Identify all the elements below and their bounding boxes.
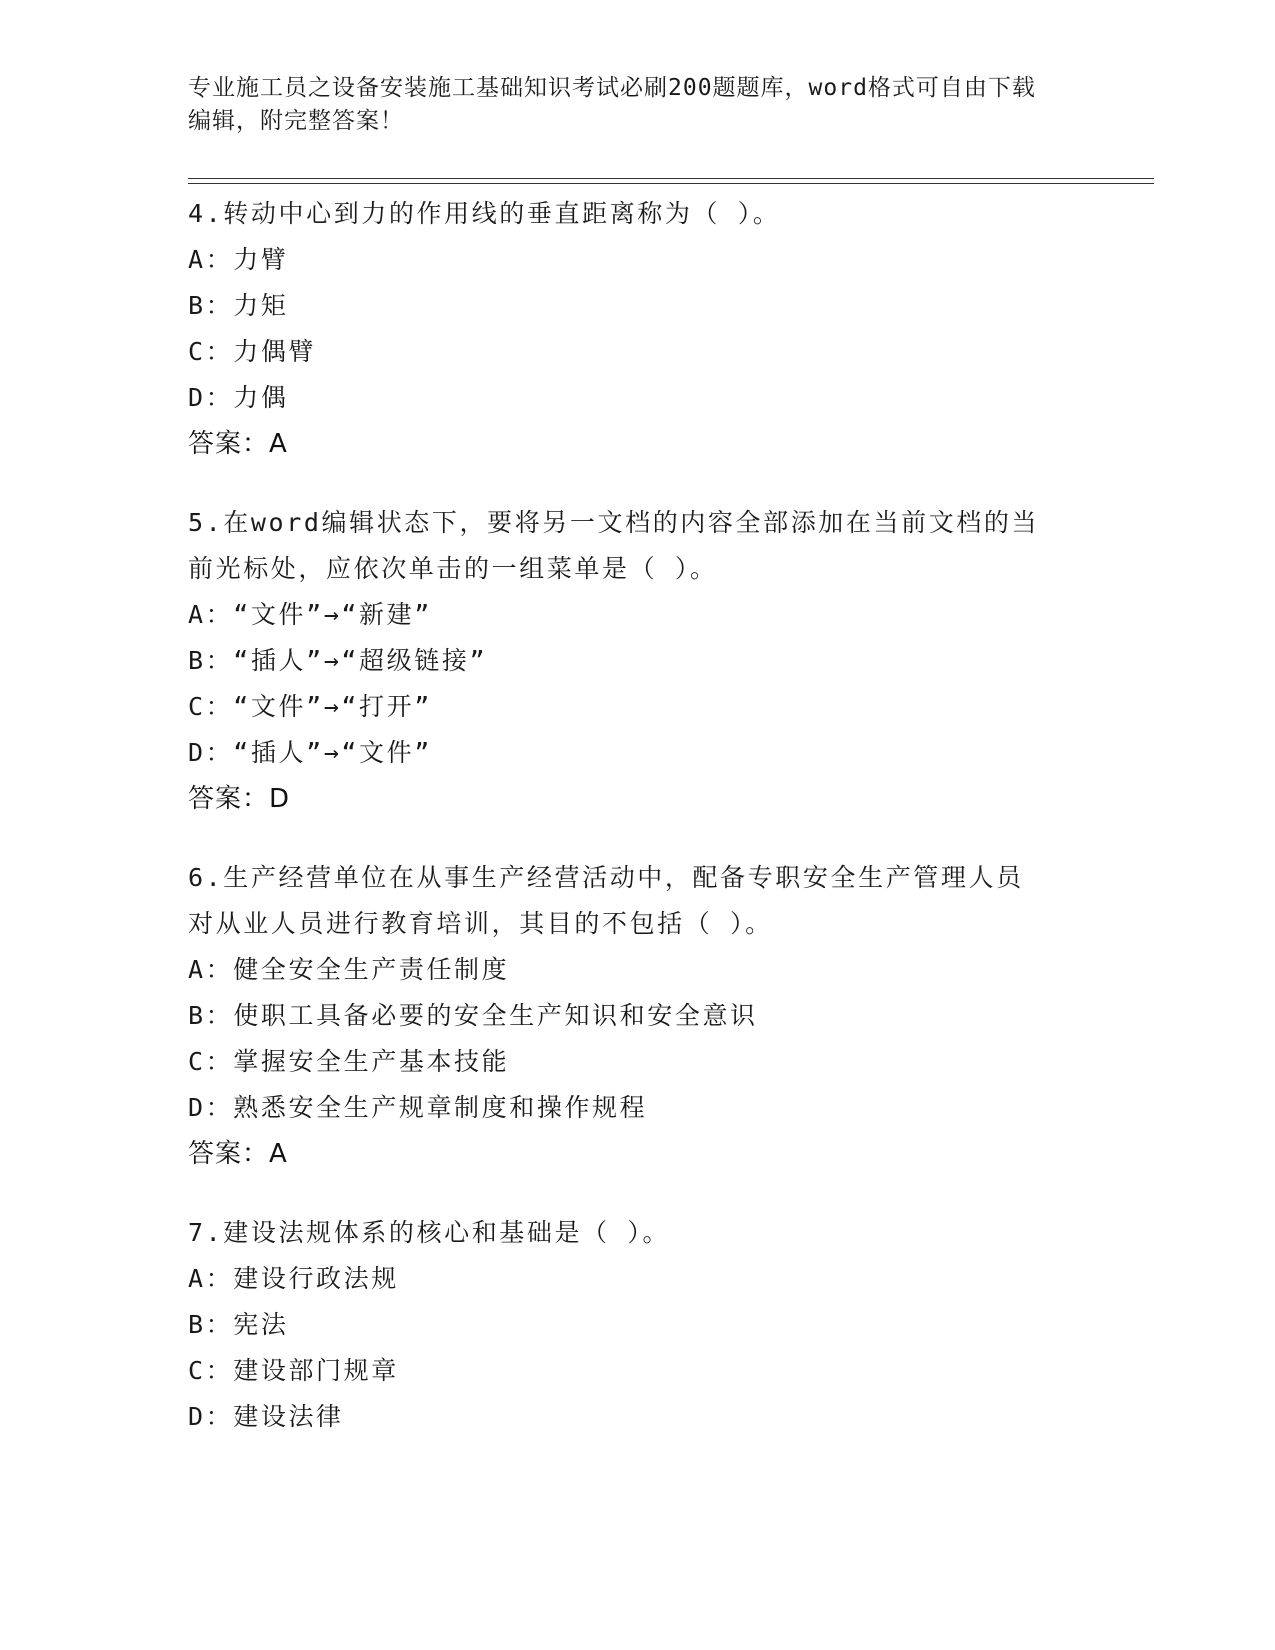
option-c: C：“文件”→“打开”: [188, 692, 432, 721]
question-stem-line: 对从业人员进行教育培训，其目的不包括（ ）。: [188, 909, 773, 938]
option-d: D：熟悉安全生产规章制度和操作规程: [188, 1093, 648, 1122]
question-stem: [188, 191, 1088, 237]
question-stem: [188, 500, 1088, 592]
header-divider: [188, 178, 1154, 184]
header-line-2: 编辑，附完整答案！: [188, 108, 404, 134]
question-stem: [188, 1210, 1088, 1256]
header-line-1: 专业施工员之设备安装施工基础知识考试必刷200题题库，word格式可自由下载: [188, 75, 1036, 101]
option-a: A：建设行政法规: [188, 1264, 399, 1293]
question-stem-line: 前光标处，应依次单击的一组菜单是（ ）。: [188, 554, 718, 583]
option-d: D：力偶: [188, 383, 289, 412]
question-5: [188, 500, 1088, 822]
question-stem-line: 4.转动中心到力的作用线的垂直距离称为（ ）。: [188, 199, 781, 228]
option-b: B：宪法: [188, 1310, 289, 1339]
option-b: B：“插人”→“超级链接”: [188, 646, 488, 675]
answer-line: 答案：D: [188, 784, 291, 814]
option-b: B：使职工具备必要的安全生产知识和安全意识: [188, 1001, 758, 1030]
question-stem: [188, 855, 1088, 947]
question-6: [188, 855, 1088, 1177]
option-d: D：建设法律: [188, 1402, 344, 1431]
option-c: C：建设部门规章: [188, 1356, 399, 1385]
option-a: A：健全安全生产责任制度: [188, 955, 510, 984]
question-stem-line: 6.生产经营单位在从事生产经营活动中，配备专职安全生产管理人员: [188, 863, 1024, 892]
option-c: C：力偶臂: [188, 337, 317, 366]
option-b: B：力矩: [188, 291, 289, 320]
answer-line: 答案：A: [188, 1139, 288, 1169]
option-a: A：力臂: [188, 245, 289, 274]
question-list: [188, 191, 1088, 1473]
question-stem-line: 5.在word编辑状态下，要将另一文档的内容全部添加在当前文档的当: [188, 508, 1040, 537]
document-header: [188, 72, 1088, 138]
answer-line: 答案：A: [188, 429, 288, 459]
option-c: C：掌握安全生产基本技能: [188, 1047, 510, 1076]
question-stem-line: 7.建设法规体系的核心和基础是（ ）。: [188, 1218, 671, 1247]
question-4: [188, 191, 1088, 467]
question-7: [188, 1210, 1088, 1440]
option-a: A：“文件”→“新建”: [188, 600, 432, 629]
option-d: D：“插人”→“文件”: [188, 738, 432, 767]
